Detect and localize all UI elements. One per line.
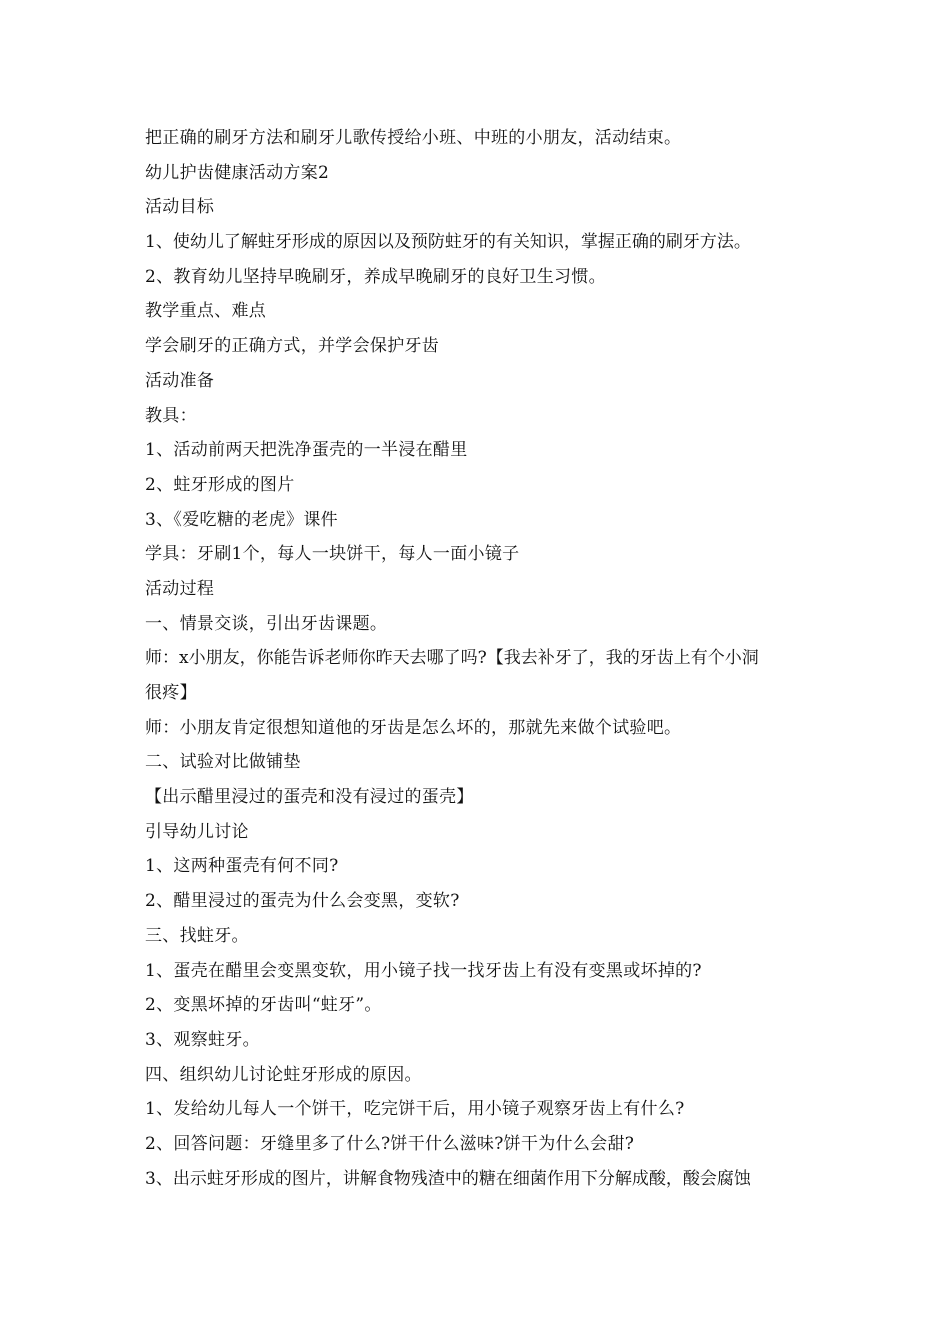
text-line: 1、发给幼儿每人一个饼干，吃完饼干后，用小镜子观察牙齿上有什么? bbox=[145, 1099, 685, 1120]
text-line: 2、蛀牙形成的图片 bbox=[145, 474, 295, 495]
heading-activity-process: 活动过程 bbox=[145, 578, 215, 599]
text-line: 引导幼儿讨论 bbox=[145, 821, 249, 842]
text-line: 教具： bbox=[145, 405, 197, 426]
section-title: 幼儿护齿健康活动方案2 bbox=[145, 162, 330, 183]
text-line: 3、出示蛀牙形成的图片，讲解食物残渣中的糖在细菌作用下分解成酸，酸会腐蚀 bbox=[145, 1168, 751, 1189]
document-body bbox=[145, 121, 813, 1196]
text-line: 把正确的刷牙方法和刷牙儿歌传授给小班、中班的小朋友，活动结束。 bbox=[145, 128, 682, 148]
text-line: 1、活动前两天把洗净蛋壳的一半浸在醋里 bbox=[145, 440, 468, 461]
text-line: 2、回答问题：牙缝里多了什么?饼干什么滋味?饼干为什么会甜? bbox=[145, 1133, 635, 1154]
text-line: 二、试验对比做铺垫 bbox=[145, 752, 301, 773]
text-line: 学会刷牙的正确方式，并学会保护牙齿 bbox=[145, 336, 440, 357]
text-line: 一、情景交谈，引出牙齿课题。 bbox=[145, 613, 388, 634]
text-line: 学具：牙刷1个，每人一块饼干，每人一面小镜子 bbox=[145, 544, 520, 565]
text-line: 师：小朋友肯定很想知道他的牙齿是怎么坏的，那就先来做个试验吧。 bbox=[145, 717, 682, 738]
heading-activity-goals: 活动目标 bbox=[145, 197, 215, 218]
text-line: 1、使幼儿了解蛀牙形成的原因以及预防蛀牙的有关知识，掌握正确的刷牙方法。 bbox=[145, 232, 751, 253]
text-line: 3、观察蛀牙。 bbox=[145, 1029, 260, 1050]
text-line: 很疼】 bbox=[145, 683, 197, 703]
text-line: 师：x小朋友，你能告诉老师你昨天去哪了吗?【我去补牙了，我的牙齿上有个小洞 bbox=[145, 648, 759, 669]
heading-activity-prep: 活动准备 bbox=[145, 370, 215, 391]
text-line: 2、变黑坏掉的牙齿叫“蛀牙”。 bbox=[145, 995, 382, 1016]
text-line: 三、找蛀牙。 bbox=[145, 925, 249, 946]
heading-key-points: 教学重点、难点 bbox=[145, 301, 267, 322]
text-line: 2、醋里浸过的蛋壳为什么会变黑，变软? bbox=[145, 891, 460, 912]
text-line: 1、这两种蛋壳有何不同? bbox=[145, 856, 339, 877]
text-line: 3、《爱吃糖的老虎》课件 bbox=[145, 509, 338, 530]
text-line: 1、蛋壳在醋里会变黑变软，用小镜子找一找牙齿上有没有变黑或坏掉的? bbox=[145, 960, 702, 981]
text-line: 【出示醋里浸过的蛋壳和没有浸过的蛋壳】 bbox=[145, 787, 474, 808]
text-line: 2、教育幼儿坚持早晚刷牙，养成早晚刷牙的良好卫生习惯。 bbox=[145, 266, 606, 287]
text-line: 四、组织幼儿讨论蛀牙形成的原因。 bbox=[145, 1064, 422, 1085]
